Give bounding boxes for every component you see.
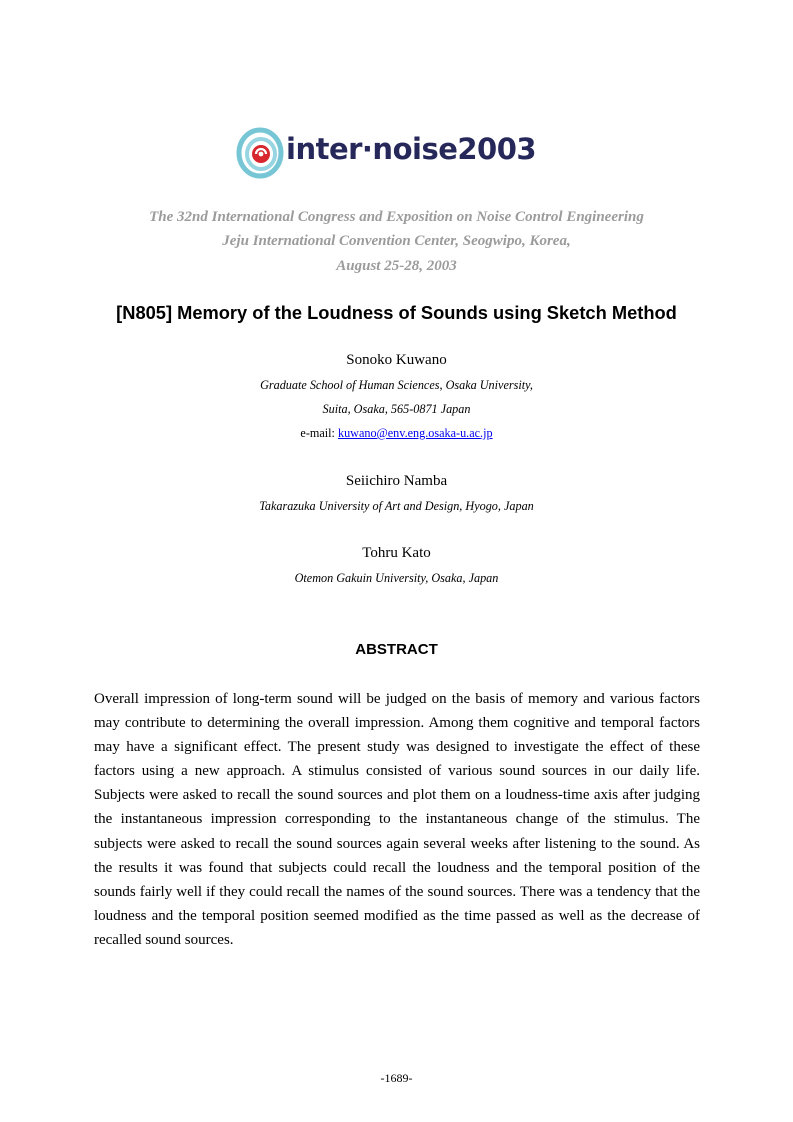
author-name: Sonoko Kuwano: [346, 352, 447, 368]
abstract-body: Overall impression of long-term sound will be judged on the basis of memory and various factors may contribute to determining the overall impression. Among them cognitive and temporal factors may have a significant effect. The present study was designed to investigate the effect of these factors using a new approach. A stimulus consisted of various sound sources in our daily life. Subjects were asked to recall the sound sources and plot them on a loudness-time axis after judging the instantaneous impression corresponding to the instantaneous change of the stimulus. The subjects were asked to recall the sound sources again several weeks after listening to the sound. As the results it was found that subjects could recall the loudness and the temporal position of the sounds fairly well if they could recall the names of the sound sources. There was a tendency that the loudness and the temporal position seemed modified as the time passed as well as the decrease of recalled sound sources.: [94, 691, 700, 948]
email-link[interactable]: kuwano@env.eng.osaka-u.ac.jp: [337, 426, 493, 440]
conference-name: The 32nd International Congress and Exposition on Noise Control Engineering: [149, 209, 644, 225]
page-number: -1689-: [380, 1071, 413, 1085]
author-name: Seiichiro Namba: [345, 473, 448, 489]
author-address: Suita, Osaka, 565-0871 Japan: [322, 402, 471, 416]
logo-wordmark: inter·noise2003: [286, 132, 537, 166]
author-affiliation: Otemon Gakuin University, Osaka, Japan: [294, 571, 499, 585]
email-label: e-mail:: [300, 426, 338, 440]
conference-dates: August 25-28, 2003: [336, 258, 457, 274]
author-affiliation: Graduate School of Human Sciences, Osaka University,: [260, 378, 533, 392]
logo-swirl-icon: [236, 124, 286, 182]
paper-title: [N805] Memory of the Loudness of Sounds using Sketch Method: [116, 302, 677, 323]
author-name: Tohru Kato: [362, 545, 431, 561]
conference-logo: [236, 124, 537, 182]
conference-venue: Jeju International Convention Center, Seogwipo, Korea,: [222, 233, 571, 249]
author-affiliation: Takarazuka University of Art and Design, Hyogo, Japan: [259, 499, 534, 513]
abstract-heading: ABSTRACT: [355, 641, 438, 658]
author-email-line: [0, 426, 793, 441]
